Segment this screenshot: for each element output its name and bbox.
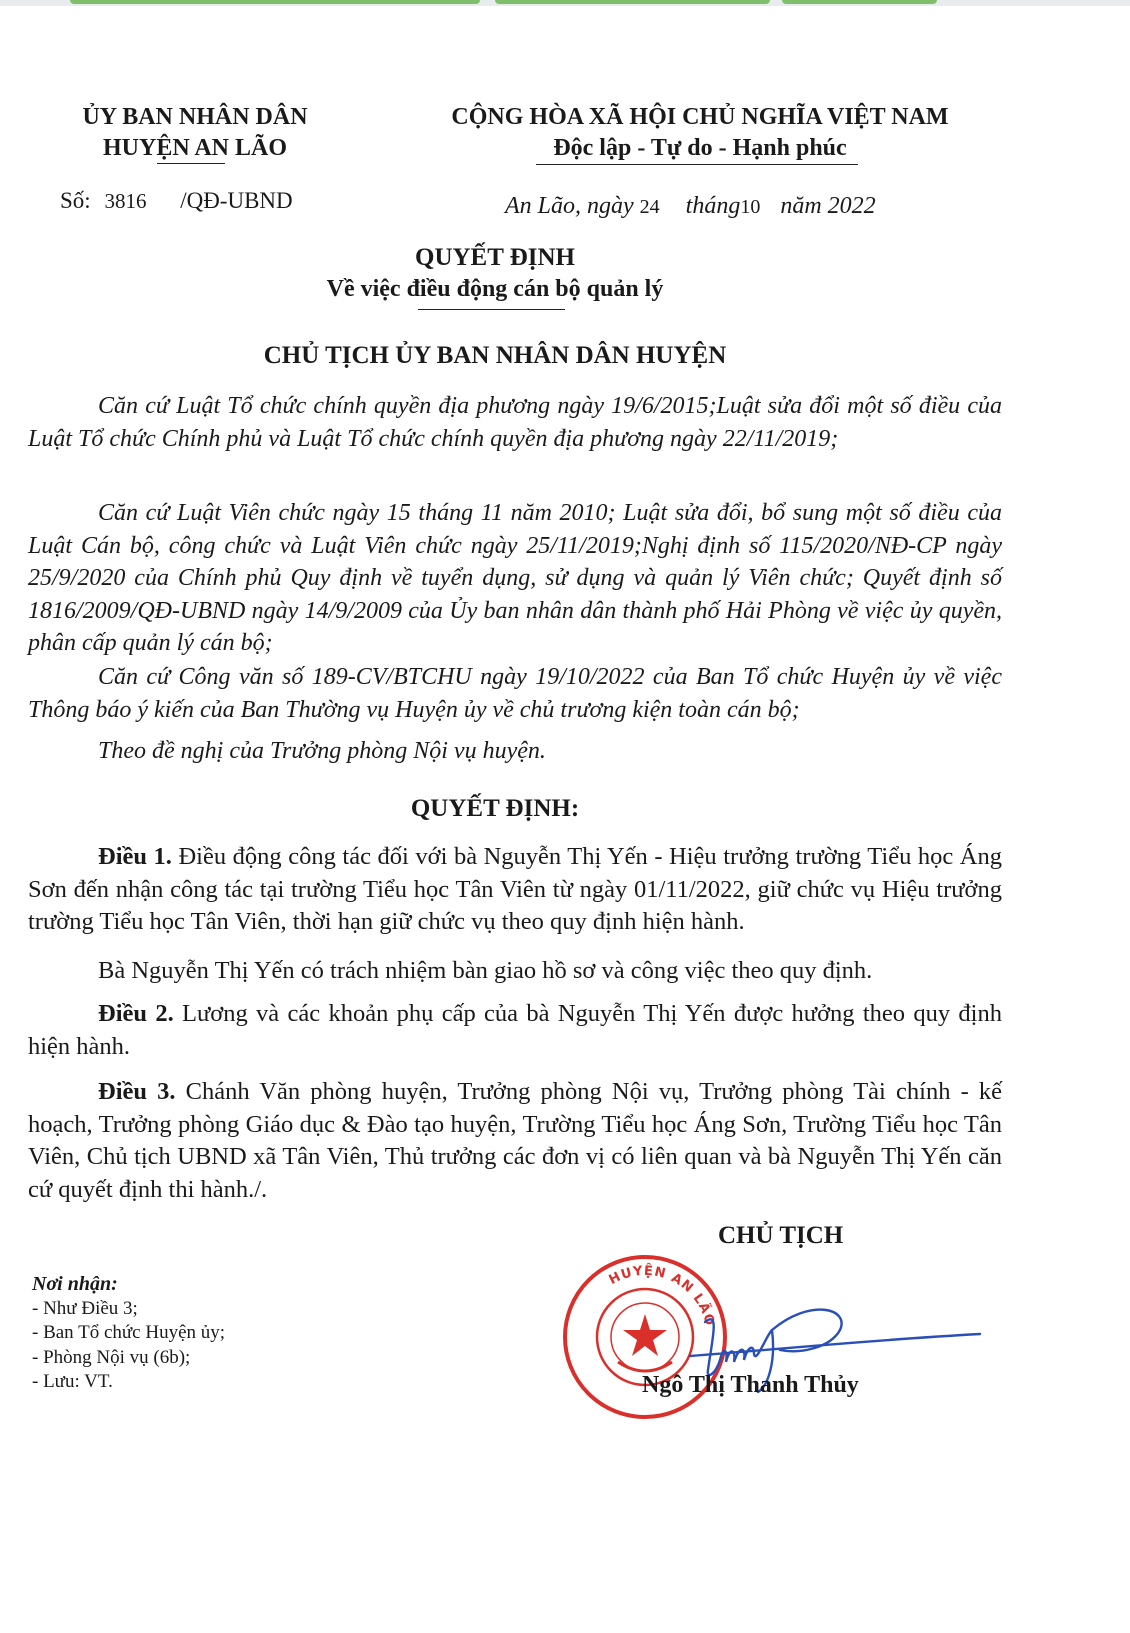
article-1 <box>28 841 1002 939</box>
national-motto <box>420 104 980 162</box>
ground-paragraph: Căn cứ Luật Tổ chức chính quyền địa phương ngày 19/6/2015;Luật sửa đổi một số điều của Luật Tổ chức Chính phủ và Luật Tổ chức chính quyền địa phương ngày 22/11/2019; <box>28 393 1002 452</box>
date-month-label: tháng <box>685 193 741 219</box>
recipient-item: - Như Điều 3; <box>32 1297 138 1319</box>
agency-underline <box>157 163 225 164</box>
doc-number-value: 3816 <box>104 189 147 213</box>
recipient-item: - Lưu: VT. <box>32 1371 113 1392</box>
agency-line-2: HUYỆN AN LÃO <box>102 135 288 161</box>
signer-name: Ngô Thị Thanh Thủy <box>642 1372 859 1398</box>
subject-underline <box>418 309 565 310</box>
issuing-authority: CHỦ TỊCH ỦY BAN NHÂN DÂN HUYỆN <box>263 342 727 369</box>
doc-number-label: Số: <box>60 188 91 213</box>
date-place: An Lão, ngày <box>505 193 634 219</box>
recipients-title: Nơi nhận: <box>32 1273 118 1295</box>
ground-paragraph: Căn cứ Công văn số 189-CV/BTCHU ngày 19/10/2022 của Ban Tổ chức Huyện ủy về việc Thông báo ý kiến của Ban Thường vụ Huyện ủy về chủ trương kiện toàn cán bộ; <box>28 664 1002 723</box>
doc-subject: Về việc điều động cán bộ quản lý <box>326 276 664 302</box>
agency-name <box>40 104 350 162</box>
article-2-label: Điều 2. <box>98 1000 174 1027</box>
recipient-item: - Ban Tổ chức Huyện ủy; <box>32 1322 226 1343</box>
date-month: 10 <box>740 196 761 218</box>
recipients-block <box>32 1272 225 1395</box>
recipient-item: - Phòng Nội vụ (6b); <box>32 1346 191 1368</box>
article-1-label: Điều 1. <box>98 843 172 870</box>
date-line <box>505 193 876 220</box>
agency-line-1: ỦY BAN NHÂN DÂN <box>82 104 308 130</box>
toolbar-tab[interactable] <box>495 0 770 4</box>
signer-title: CHỦ TỊCH <box>718 1222 844 1249</box>
article-1-note: Bà Nguyễn Thị Yến có trách nhiệm bàn giao hồ sơ và công việc theo quy định. <box>98 957 873 984</box>
country-name: CỘNG HÒA XÃ HỘI CHỦ NGHĨA VIỆT NAM <box>451 104 949 130</box>
ground-paragraph: Căn cứ Luật Viên chức ngày 15 tháng 11 năm 2010; Luật sửa đổi, bổ sung một số điều của Luật Cán bộ, công chức và Luật Viên chức ngày 25/11/2019;Nghị định số 115/2020/NĐ-CP ngày 25/9/2020 của Chính phủ Quy định về tuyển dụng, sử dụng và quản lý Viên chức; Quyết định số 1816/2009/QĐ-UBND ngày 14/9/2009 của Ủy ban nhân dân thành phố Hải Phòng về việc ủy quyền, phân cấp quản lý cán bộ; <box>28 500 1002 656</box>
motto: Độc lập - Tự do - Hạnh phúc <box>553 135 847 161</box>
recipients-list <box>32 1297 225 1395</box>
decision-heading: QUYẾT ĐỊNH: <box>410 795 580 822</box>
article-2 <box>28 998 1002 1063</box>
handwritten-signature <box>650 1300 1030 1430</box>
doc-number-suffix: /QĐ-UBND <box>180 188 293 213</box>
article-1-text: Điều động công tác đối với bà Nguyễn Thị Yến - Hiệu trưởng trường Tiểu học Áng Sơn đến nhận công tác tại trường Tiểu học Tân Viên từ ngày 01/11/2022, giữ chức vụ Hiệu trưởng trường Tiểu học Tân Viên, thời hạn giữ chức vụ theo quy định hiện hành. <box>28 843 1002 935</box>
article-2-text: Lương và các khoản phụ cấp của bà Nguyễn Thị Yến được hưởng theo quy định hiện hành. <box>28 1000 1002 1060</box>
motto-underline <box>536 164 858 165</box>
toolbar-tab[interactable] <box>782 0 937 4</box>
article-3-label: Điều 3. <box>98 1078 176 1105</box>
ground-paragraph: Theo đề nghị của Trưởng phòng Nội vụ huyện. <box>98 738 546 764</box>
article-3-text: Chánh Văn phòng huyện, Trưởng phòng Nội vụ, Trưởng phòng Tài chính - kế hoạch, Trưởng phòng Giáo dục & Đào tạo huyện, Trường Tiểu học Áng Sơn, Trường Tiểu học Tân Viên, Chủ tịch UBND xã Tân Viên, Thủ trưởng các đơn vị có liên quan và bà Nguyễn Thị Yến căn cứ quyết định thi hành./. <box>28 1078 1003 1203</box>
date-day: 24 <box>639 196 660 218</box>
doc-title: QUYẾT ĐỊNH <box>415 244 575 271</box>
article-3 <box>28 1076 1002 1206</box>
toolbar-tab[interactable] <box>70 0 480 4</box>
doc-number <box>60 188 293 214</box>
date-year: năm 2022 <box>780 193 876 219</box>
top-toolbar-strip <box>0 0 1130 6</box>
stamp-text: HUYỆN AN LÃO <box>606 1263 718 1328</box>
